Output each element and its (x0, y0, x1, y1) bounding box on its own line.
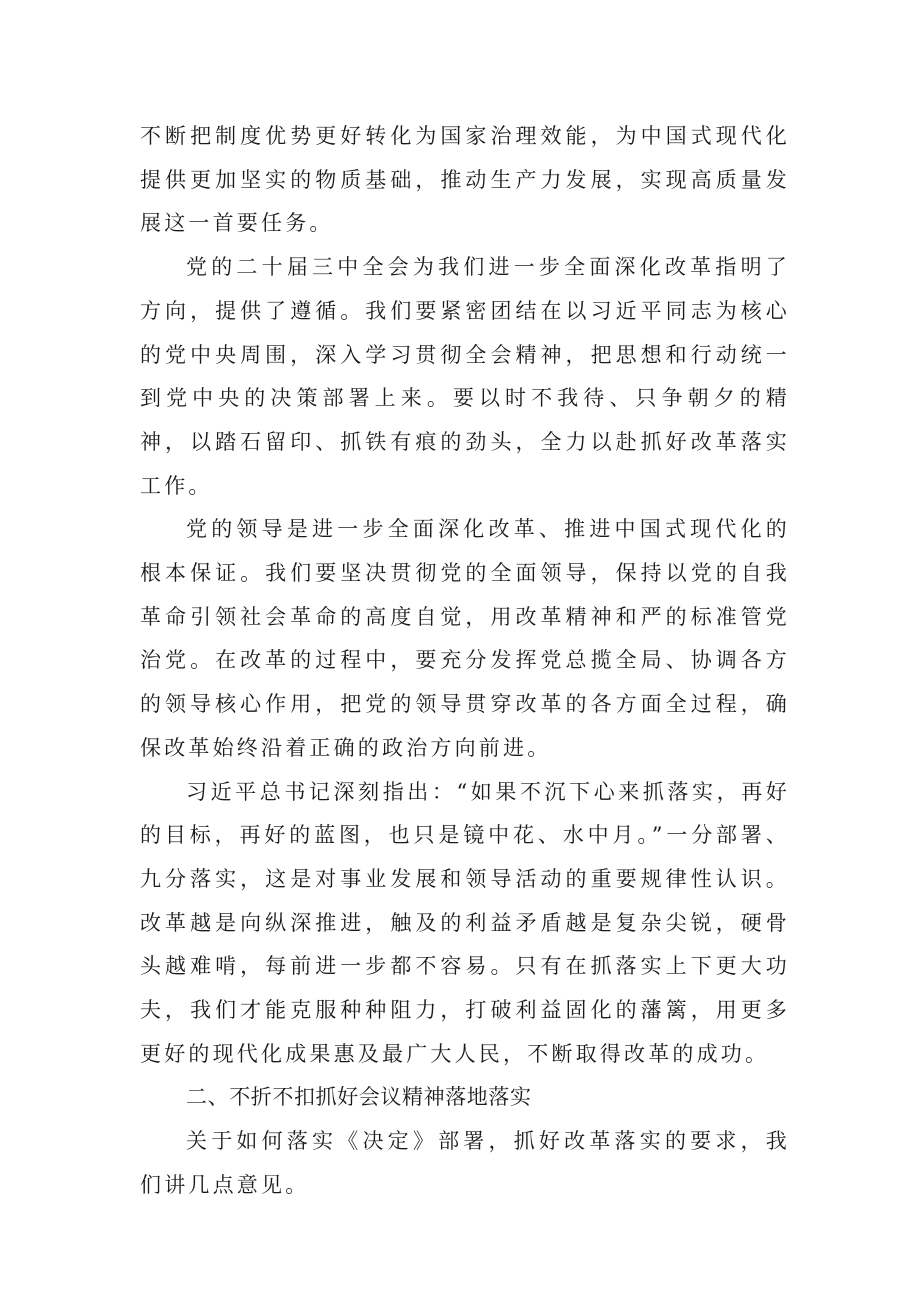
paragraph-implementation-quote: 习近平总书记深刻指出：“如果不沉下心来抓落实，再好的目标，再好的蓝图，也只是镜中花、水中月。”一分部署、九分落实，这是对事业发展和领导活动的重要规律性认识。改革越是向纵深推进，触及的利益矛盾越是复杂尖锐，硬骨头越难啃，每前进一步都不容易。只有在抓落实上下更大功夫，我们才能克服种种阻力，打破利益固化的藩篱，用更多更好的现代化成果惠及最广大人民，不断取得改革的成功。 (140, 779, 790, 1066)
section-heading: 二、不折不扣抓好会议精神落地落实 (186, 1085, 532, 1110)
paragraph-closing: 关于如何落实《决定》部署，抓好改革落实的要求，我们讲几点意见。 (140, 1129, 790, 1197)
paragraph-third-plenum: 党的二十届三中全会为我们进一步全面深化改革指明了方向，提供了遵循。我们要紧密团结在以习近平同志为核心的党中央周围，深入学习贯彻全会精神，把思想和行动统一到党中央的决策部署上来。要以时不我待、只争朝夕的精神，以踏石留印、抓铁有痕的劲头，全力以赴抓好改革落实工作。 (140, 255, 790, 498)
document-body (140, 115, 790, 1208)
paragraph-continuation: 不断把制度优势更好转化为国家治理效能，为中国式现代化提供更加坚实的物质基础，推动生产力发展，实现高质量发展这一首要任务。 (140, 124, 790, 236)
paragraph-party-leadership: 党的领导是进一步全面深化改革、推进中国式现代化的根本保证。我们要坚决贯彻党的全面领导，保持以党的自我革命引领社会革命的高度自觉，用改革精神和严的标准管党治党。在改革的过程中，要充分发挥党总揽全局、协调各方的领导核心作用，把党的领导贯穿改革的各方面全过程，确保改革始终沿着正确的政治方向前进。 (140, 517, 790, 760)
